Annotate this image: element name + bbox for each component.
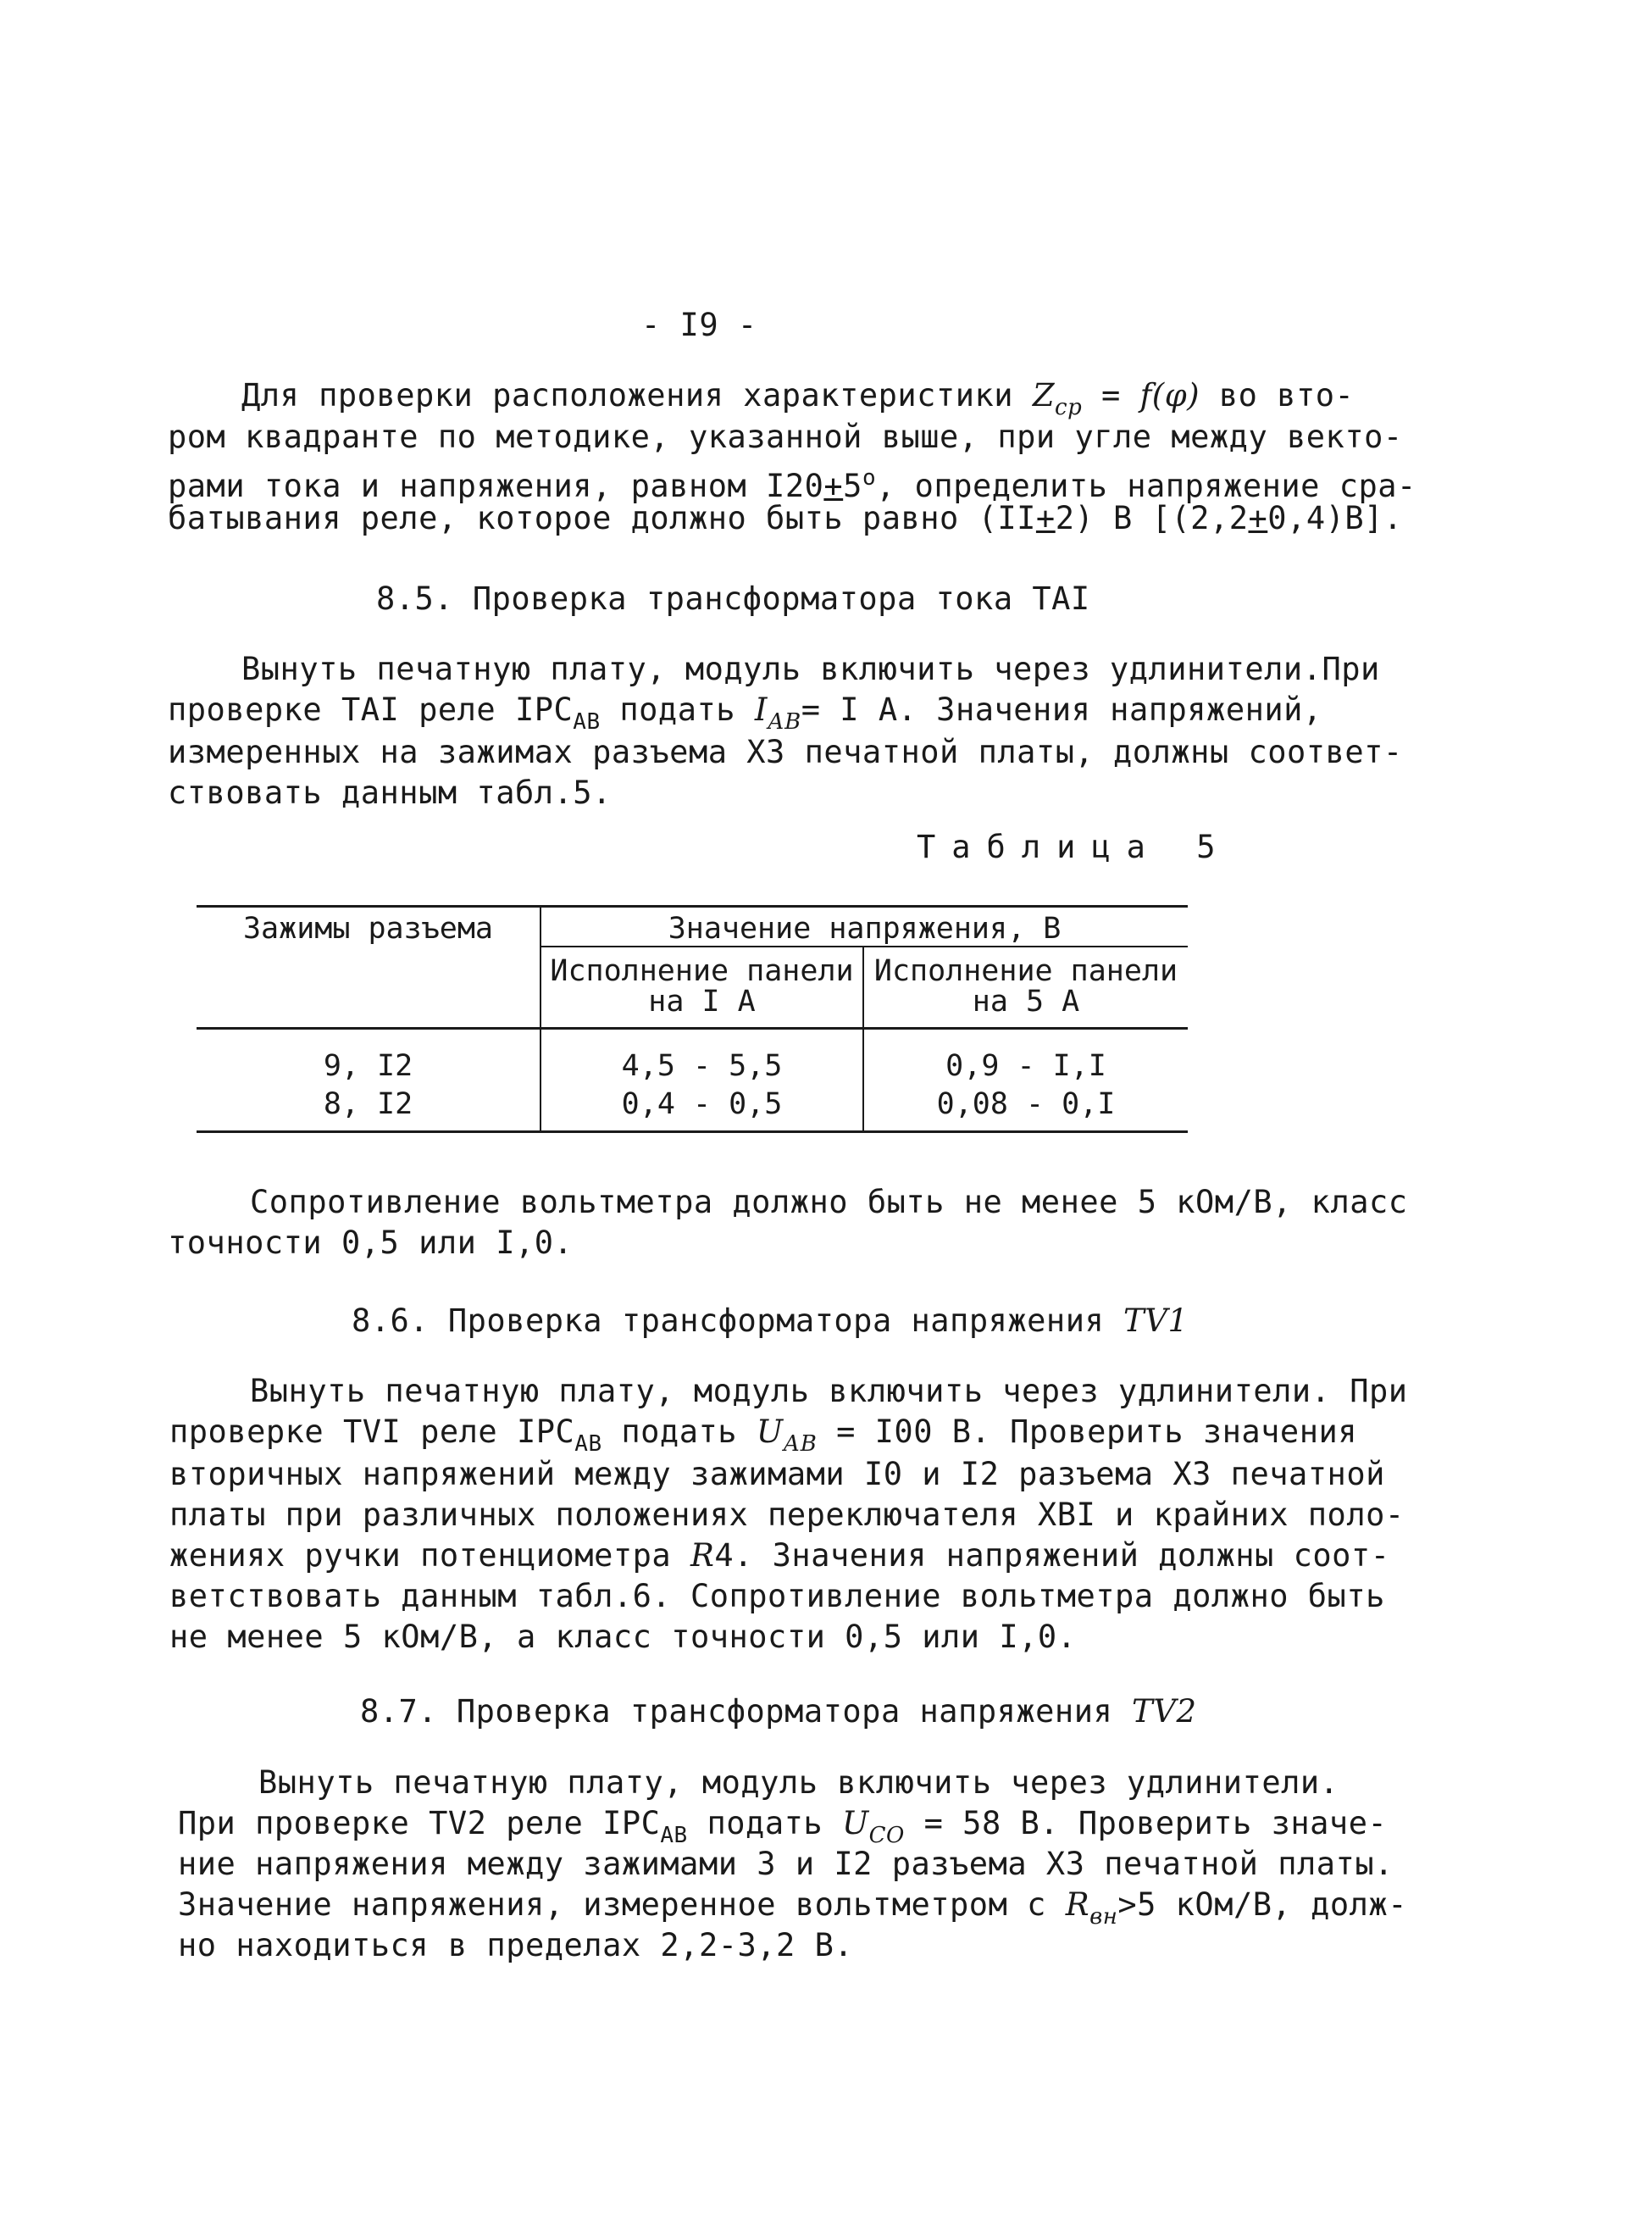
voltage-symbol: U (841, 1805, 869, 1841)
transformer-label: TV2 (1132, 1693, 1197, 1730)
voltage-subscript: АВ (783, 1431, 818, 1457)
table-row-2-v1: 0,4 - 0,5 (621, 1087, 783, 1121)
text: батывания реле, которое должно быть равно (II (168, 500, 1036, 536)
s86-line-5 (169, 1536, 1389, 1576)
s85-line-1: Вынуть печатную плату, модуль включить через удлинители.При (241, 651, 1380, 687)
text: = (1082, 377, 1140, 414)
section-heading-8-7 (360, 1691, 1197, 1732)
current-symbol: I (754, 691, 768, 728)
text: = 58 В. Проверить значе- (904, 1805, 1388, 1841)
text: 8.7. Проверка трансформатора напряжения (360, 1693, 1133, 1730)
table-row-1-v1: 4,5 - 5,5 (621, 1049, 783, 1083)
text: 4. Значения напряжений должны соот- (714, 1537, 1390, 1574)
s86-line-7: не менее 5 кОм/В, а класс точности 0,5 или I,0. (169, 1619, 1077, 1655)
table-top-rule (197, 905, 1188, 908)
voltage-subscript: СО (868, 1823, 905, 1848)
table-header-rule (197, 1027, 1188, 1030)
plus-minus-sign: + (1035, 500, 1056, 536)
text: 5 (843, 468, 862, 504)
s86-line-3: вторичных напряжений между зажимами I0 и I2 разъема Х3 печатной (169, 1456, 1385, 1492)
subheader-line: Исполнение панели (873, 954, 1178, 988)
table-header-terminals: Зажимы разъема (242, 912, 493, 946)
subheader-line: Исполнение панели (550, 954, 854, 988)
subscript: АВ (660, 1823, 688, 1848)
s87-line-5: но находиться в пределах 2,2-3,2 В. (178, 1927, 854, 1963)
text: проверке ТVI реле IРС (169, 1413, 575, 1450)
text: подать (687, 1805, 842, 1841)
resistance-subscript: вн (1089, 1904, 1118, 1930)
text: Значение напряжения, измеренное вольтметром с (178, 1886, 1066, 1923)
text: рами тока и напряжения, равном I20 (168, 468, 824, 504)
text: во вто- (1200, 377, 1355, 414)
text: При проверке ТV2 реле IРС (178, 1805, 661, 1841)
function-symbol: f(φ) (1139, 377, 1200, 414)
resistance-symbol: R (1065, 1886, 1090, 1923)
s86-line-4: платы при различных положениях переключателя ХВI и крайних поло- (169, 1497, 1405, 1533)
current-subscript: АВ (767, 709, 801, 735)
text: >5 кОм/В, долж- (1117, 1886, 1407, 1923)
text: = I00 В. Проверить значения (817, 1413, 1358, 1450)
table-bottom-rule (197, 1130, 1188, 1133)
s87-line-1: Вынуть печатную плату, модуль включить через удлинители. (258, 1764, 1339, 1801)
section-heading-8-5: 8.5. Проверка трансформатора тока ТАI (376, 580, 1090, 617)
text: 0,4)В]. (1267, 500, 1403, 536)
table-row-1-terminals: 9, I2 (323, 1049, 413, 1083)
text: , определить напряжение сра- (876, 468, 1416, 504)
page-number: - I9 - (641, 307, 757, 343)
table-row-2-v5: 0,08 - 0,I (936, 1087, 1116, 1121)
table-title: Таблица 5 (917, 829, 1232, 865)
s85-line-3: измеренных на зажимах разъема Х3 печатной платы, должны соответ- (168, 734, 1403, 770)
subscript: АВ (574, 1431, 602, 1457)
s87-line-3: ние напряжения между зажимами 3 и I2 разъема Х3 печатной платы. (178, 1846, 1394, 1882)
subheader-line: на 5 А (972, 985, 1080, 1019)
z-symbol: Z (1032, 377, 1056, 414)
z-subscript: ср (1055, 395, 1083, 420)
text: подать (601, 1413, 757, 1450)
degree-mark: o (862, 465, 877, 491)
intro-line-4 (168, 498, 1403, 539)
subheader-line: на I А (648, 985, 756, 1019)
table-row-1-v5: 0,9 - I,I (945, 1049, 1106, 1083)
text: проверке ТАI реле IРС (168, 691, 574, 728)
plus-minus-sign: + (1248, 500, 1268, 536)
table-row-2-terminals: 8, I2 (323, 1087, 413, 1121)
section-heading-8-6 (352, 1301, 1189, 1341)
s85-line-4: ствовать данным табл.5. (168, 775, 612, 811)
table-subheader-1a (541, 956, 862, 1017)
table-subheader-5a (864, 956, 1188, 1017)
text: [(2,2 (1151, 500, 1249, 536)
table-header-voltage: Значение напряжения, В (668, 912, 1062, 946)
text: жениях ручки потенциометра (169, 1537, 690, 1574)
s86-line-6: ветствовать данным табл.6. Сопротивление вольтметра должно быть (169, 1578, 1385, 1614)
text: 2) В (1055, 500, 1152, 536)
after-table-line-1: Сопротивление вольтметра должно быть не менее 5 кОм/В, класс (250, 1184, 1408, 1220)
subscript: АВ (573, 709, 601, 735)
resistor-symbol: R (690, 1537, 715, 1574)
text: Для проверки расположения характеристики (241, 377, 1033, 414)
text: = I А. Значения напряжений, (801, 691, 1322, 728)
plus-minus-sign: + (823, 468, 844, 504)
text: 8.6. Проверка трансформатора напряжения (352, 1302, 1124, 1339)
s86-line-1: Вынуть печатную плату, модуль включить через удлинители. При (250, 1373, 1408, 1409)
after-table-line-2: точности 0,5 или I,0. (168, 1225, 574, 1261)
text: подать (600, 691, 755, 728)
intro-line-2: ром квадранте по методике, указанной выше, при угле между векто- (168, 419, 1403, 455)
voltage-symbol: U (756, 1413, 784, 1450)
transformer-label: TV1 (1123, 1302, 1189, 1339)
